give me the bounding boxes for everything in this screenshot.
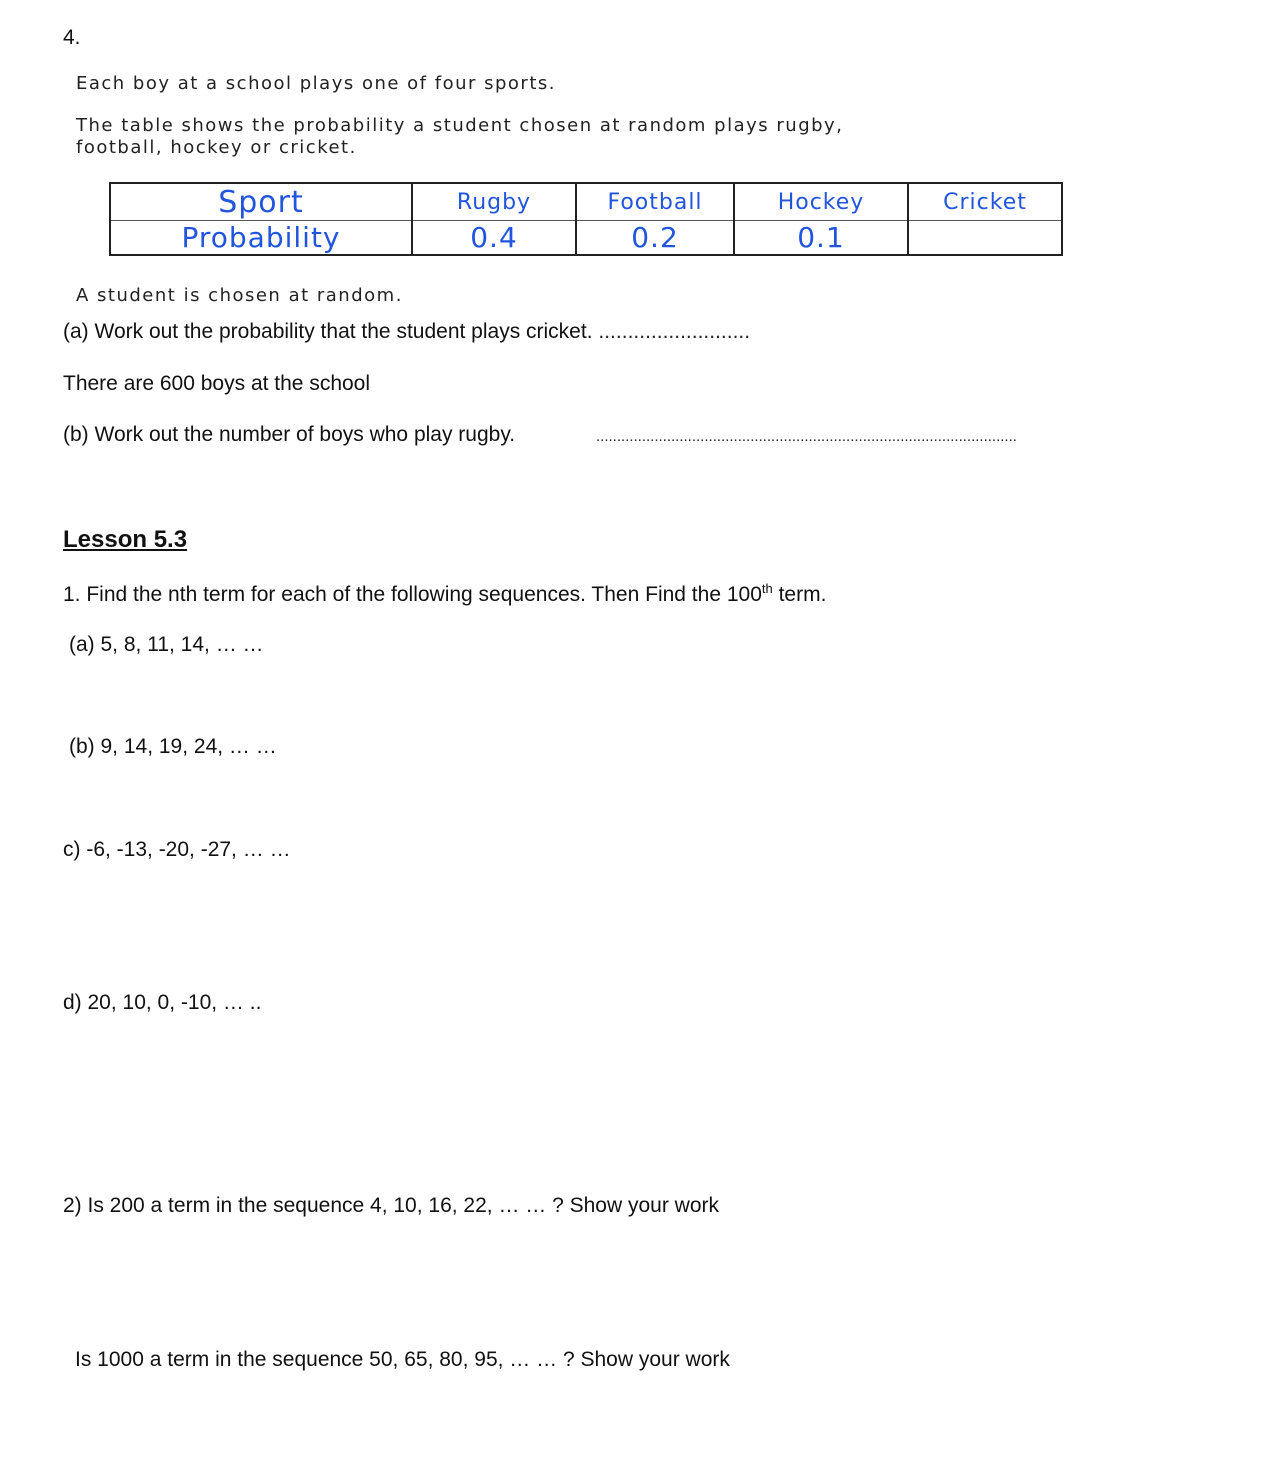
sport-hockey: Hockey: [734, 183, 908, 221]
chosen-text: A student is chosen at random.: [76, 285, 403, 306]
question-1-text: 1. Find the nth term for each of the following sequences. Then Find the 100: [63, 583, 762, 606]
sport-header-cell: Sport: [110, 183, 412, 221]
question-1-suffix: term.: [772, 583, 827, 606]
sequence-a: (a) 5, 8, 11, 14, … …: [69, 633, 264, 656]
probability-table: [109, 182, 1063, 256]
sport-football: Football: [576, 183, 734, 221]
sport-rugby: Rugby: [412, 183, 576, 221]
ordinal-suffix: th: [761, 581, 773, 596]
sport-cricket: Cricket: [908, 183, 1062, 221]
sequence-d: d) 20, 10, 0, -10, … ..: [63, 991, 262, 1014]
part-a-question: [63, 320, 750, 344]
question-2: 2) Is 200 a term in the sequence 4, 10, 16, 22, … … ? Show your work: [63, 1194, 720, 1217]
school-info-text: There are 600 boys at the school: [63, 372, 371, 395]
prob-football: 0.2: [576, 221, 734, 256]
prob-cricket: [908, 221, 1062, 256]
lesson-title: Lesson 5.3: [63, 526, 188, 553]
part-b-answer-line: .....................................................................................................: [596, 428, 1017, 445]
part-a-text: (a) Work out the probability that the student plays cricket.: [63, 320, 593, 343]
table-header-row: [110, 183, 1062, 221]
table-description-line1: The table shows the probability a student chosen at random plays rugby,: [76, 115, 844, 136]
question-number: 4.: [63, 26, 81, 49]
part-b-question: (b) Work out the number of boys who play rugby.: [63, 423, 516, 446]
sequence-b: (b) 9, 14, 19, 24, … …: [69, 735, 277, 758]
prob-rugby: 0.4: [412, 221, 576, 256]
question-3: Is 1000 a term in the sequence 50, 65, 80, 95, … … ? Show your work: [75, 1348, 730, 1371]
intro-text: Each boy at a school plays one of four sports.: [76, 73, 556, 94]
question-1: [63, 581, 826, 607]
part-a-answer-line: ..........................: [598, 320, 751, 343]
table-description-line2: football, hockey or cricket.: [76, 137, 357, 158]
sequence-c: c) -6, -13, -20, -27, … …: [63, 838, 291, 861]
probability-label-cell: Probability: [110, 221, 412, 256]
table-probability-row: [110, 221, 1062, 256]
prob-hockey: 0.1: [734, 221, 908, 256]
